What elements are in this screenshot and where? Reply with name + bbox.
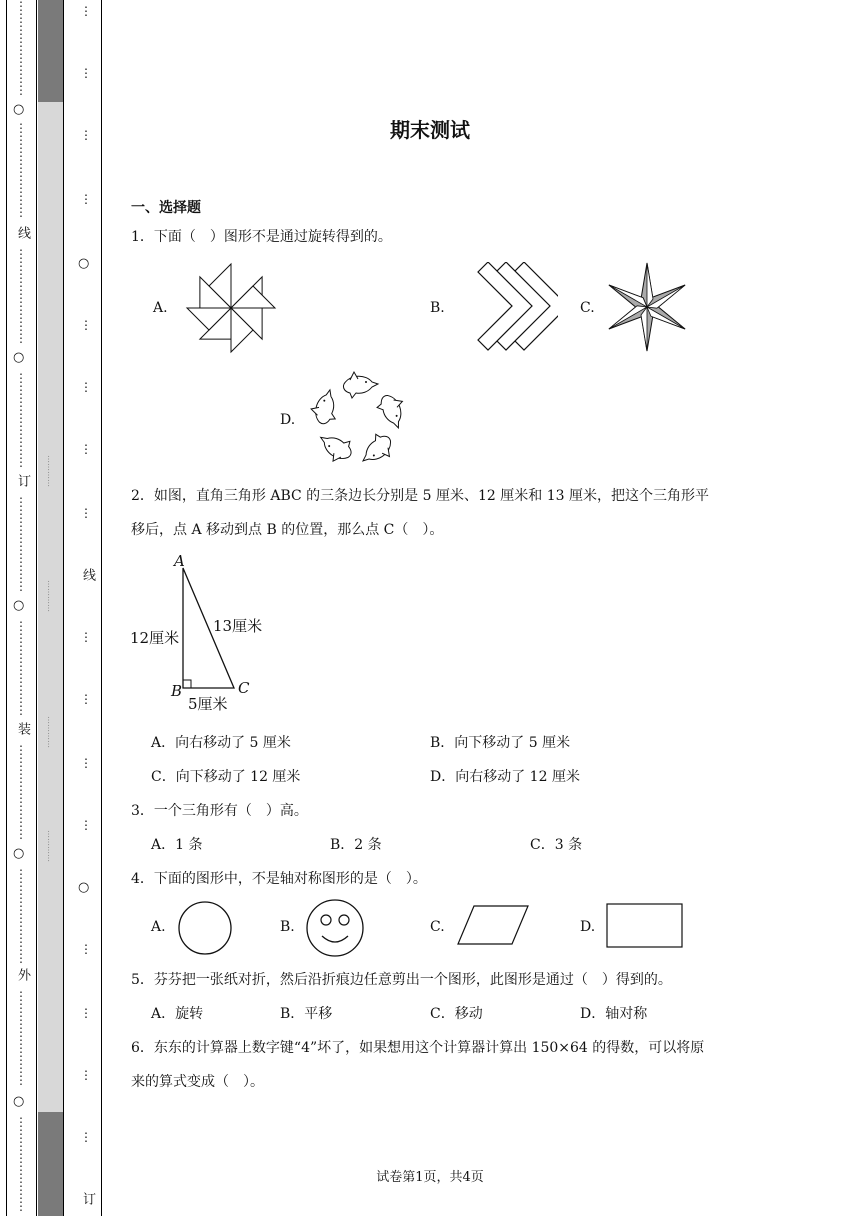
inner-dots-10: ⋮ — [80, 692, 92, 706]
parallelogram-figure — [456, 904, 530, 946]
margin-line-right — [36, 0, 37, 1216]
outer-dots-3: ⋮ ⋮ ⋮ ⋮ ⋮ ⋮ ⋮ ⋮ — [15, 247, 27, 345]
inner-dots-5: ⋮ — [80, 318, 92, 332]
side-hyp-label: 13厘米 — [213, 617, 263, 635]
inner-dots-8: ⋮ — [80, 506, 92, 520]
q3-stem: 3．一个三角形有（ ）高。 — [131, 803, 308, 819]
q5-stem: 5．芬芬把一张纸对折，然后沿折痕边任意剪出一个图形，此图形是通过（ ）得到的。 — [131, 972, 672, 988]
outer-dots-4: ⋮ ⋮ ⋮ ⋮ ⋮ ⋮ ⋮ ⋮ — [15, 371, 27, 469]
outer-dots-1: ⋮ ⋮ ⋮ ⋮ ⋮ ⋮ ⋮ ⋮ — [15, 0, 27, 97]
q5-option-b[interactable]: B．平移 — [280, 1006, 333, 1022]
q5-option-a[interactable]: A．旋转 — [151, 1006, 204, 1022]
inner-dots-13: ⋮ — [80, 942, 92, 956]
outer-dots-10: ⋮ ⋮ ⋮ ⋮ ⋮ ⋮ ⋮ ⋮ — [15, 1115, 27, 1213]
q2-stem-line2: 移后，点 A 移动到点 B 的位置，那么点 C（ ）。 — [131, 522, 444, 538]
inner-label-ding: 订 — [80, 1192, 95, 1205]
margin-gray-bar-bottom — [38, 1112, 63, 1216]
inner-circle-2: ○ — [78, 880, 90, 895]
q3-option-c[interactable]: C．3 条 — [530, 837, 583, 853]
inner-dots-1: ⋮ — [80, 4, 92, 18]
outer-circle-1: ○ — [13, 102, 25, 117]
inner-dots-2: ⋮ — [80, 66, 92, 80]
outer-dots-5: ⋮ ⋮ ⋮ ⋮ ⋮ ⋮ ⋮ ⋮ — [15, 495, 27, 593]
inner-label-xian: 线 — [80, 568, 95, 581]
inner-dots-14: ⋮ — [80, 1006, 92, 1020]
outer-dots-9: ⋮ ⋮ ⋮ ⋮ ⋮ ⋮ ⋮ ⋮ — [15, 989, 27, 1087]
inner-dots-15: ⋮ — [80, 1068, 92, 1082]
margin-line-inner — [63, 0, 64, 1216]
outer-circle-4: ○ — [13, 846, 25, 861]
q5-option-c[interactable]: C．移动 — [430, 1006, 483, 1022]
dolphins-figure — [302, 368, 414, 472]
q4-stem: 4．下面的图形中，不是轴对称图形的是（ ）。 — [131, 871, 427, 887]
q1-stem: 1．下面（ ）图形不是通过旋转得到的。 — [131, 229, 392, 245]
inner-dots-16: ⋮ — [80, 1130, 92, 1144]
vertex-b-label: B — [171, 682, 183, 700]
q2-option-b[interactable]: B．向下移动了 5 厘米 — [430, 735, 571, 751]
section-heading: 一、选择题 — [131, 200, 201, 216]
q2-stem-line1: 2．如图，直角三角形 ABC 的三条边长分别是 5 厘米、12 厘米和 13 厘米，把这个三角形平 — [131, 488, 709, 504]
inner-dots-7: ⋮ — [80, 442, 92, 456]
inner-dots-6: ⋮ — [80, 380, 92, 394]
page-title: 期末测试 — [390, 118, 470, 142]
pinwheel-figure — [180, 262, 282, 354]
page-footer: 试卷第1页，共4页 — [376, 1170, 484, 1185]
strip-mark-1: ………… — [46, 455, 55, 487]
outer-label-zhuang: 装 — [15, 722, 30, 735]
star-figure — [606, 262, 688, 352]
side-bottom-label: 5厘米 — [188, 695, 228, 713]
q6-stem-line2: 来的算式变成（ ）。 — [131, 1074, 264, 1090]
rectangle-figure — [606, 903, 684, 949]
margin-line-left — [6, 0, 7, 1216]
chevrons-figure — [456, 262, 558, 354]
smiley-face-figure — [304, 898, 366, 958]
strip-mark-2: ………… — [46, 580, 55, 612]
q5-option-d[interactable]: D．轴对称 — [580, 1006, 648, 1022]
q1-option-c-label: C. — [580, 300, 595, 316]
inner-dots-12: ⋮ — [80, 818, 92, 832]
inner-dots-11: ⋮ — [80, 756, 92, 770]
outer-label-wai: 外 — [15, 968, 30, 981]
q3-option-b[interactable]: B．2 条 — [330, 837, 382, 853]
strip-mark-3: ………… — [46, 716, 55, 748]
circle-figure — [176, 900, 234, 956]
margin-line-inner2 — [101, 0, 102, 1216]
q4-option-a-label: A. — [151, 919, 166, 935]
q3-option-a[interactable]: A．1 条 — [151, 837, 203, 853]
q4-option-d-label: D. — [580, 919, 596, 935]
outer-dots-6: ⋮ ⋮ ⋮ ⋮ ⋮ ⋮ ⋮ ⋮ — [15, 619, 27, 717]
strip-mark-4: ………… — [46, 830, 55, 862]
inner-dots-4: ⋮ — [80, 192, 92, 206]
outer-dots-2: ⋮ ⋮ ⋮ ⋮ ⋮ ⋮ ⋮ ⋮ — [15, 121, 27, 219]
q6-stem-line1: 6．东东的计算器上数字键“4”坏了，如果想用这个计算器计算出 150×64 的得数，可以将原 — [131, 1040, 705, 1056]
inner-circle-1: ○ — [78, 256, 90, 271]
outer-label-xian: 线 — [15, 226, 30, 239]
vertex-a-label: A — [174, 552, 185, 570]
q2-option-c[interactable]: C．向下移动了 12 厘米 — [151, 769, 301, 785]
q1-option-d-label: D. — [280, 412, 296, 428]
outer-circle-5: ○ — [13, 1094, 25, 1109]
outer-circle-3: ○ — [13, 598, 25, 613]
outer-dots-8: ⋮ ⋮ ⋮ ⋮ ⋮ ⋮ ⋮ ⋮ — [15, 867, 27, 965]
q4-option-b-label: B. — [280, 919, 295, 935]
vertex-c-label: C — [238, 679, 250, 697]
inner-dots-9: ⋮ — [80, 630, 92, 644]
outer-label-ding: 订 — [15, 474, 30, 487]
q2-option-d[interactable]: D．向右移动了 12 厘米 — [430, 769, 580, 785]
inner-dots-3: ⋮ — [80, 128, 92, 142]
side-left-label: 12厘米 — [130, 629, 180, 647]
q1-option-b-label: B. — [430, 300, 445, 316]
outer-circle-2: ○ — [13, 350, 25, 365]
q1-option-a-label: A. — [153, 300, 168, 316]
margin-gray-bar-top — [38, 0, 63, 102]
q2-option-a[interactable]: A．向右移动了 5 厘米 — [151, 735, 291, 751]
q4-option-c-label: C. — [430, 919, 445, 935]
outer-dots-7: ⋮ ⋮ ⋮ ⋮ ⋮ ⋮ ⋮ ⋮ — [15, 743, 27, 841]
